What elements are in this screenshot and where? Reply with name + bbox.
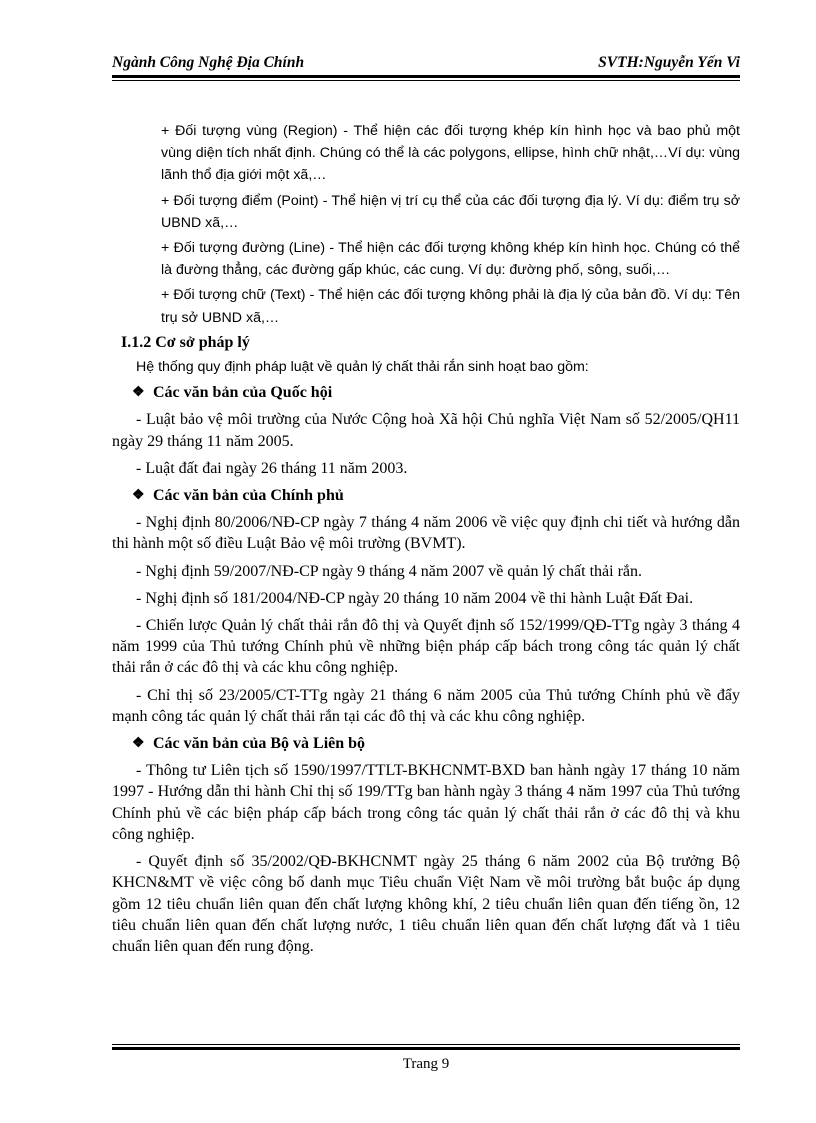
section-heading: I.1.2 Cơ sở pháp lý	[121, 333, 250, 351]
group-heading-label: Các văn bản của Quốc hội	[153, 384, 333, 402]
law-item: - Chiến lược Quản lý chất thải rắn đô thị và Quyết định số 152/1999/QĐ-TTg ngày 3 tháng 4 năm 1999 của Thủ tướng Chính phủ về những biện pháp cấp bách trong công tác quản lý chất thải rắn ở các đô thị và các khu công nghiệp.	[112, 617, 740, 677]
object-item-region: + Đối tượng vùng (Region) - Thể hiện các đối tượng khép kín hình học và bao phủ một vùng diện tích nhất định. Chúng có thể là các polygons, ellipse, hình chữ nhật,…Ví dụ: vùng lãnh thổ địa giới một xã,…	[161, 123, 740, 184]
law-item: - Quyết định số 35/2002/QĐ-BKHCNMT ngày 25 tháng 6 năm 2002 của Bộ trưởng Bộ KHCN&MT về việc công bố danh mục Tiêu chuẩn Việt Nam về môi trường bắt buộc áp dụng gồm 12 tiêu chuẩn liên quan đến chất lượng không khí, 2 tiêu chuẩn liên quan đến tiếng ồn, 12 tiêu chuẩn liên quan đến chất lượng nước, 1 tiêu chuẩn liên quan đến chất lượng đất và 1 tiêu chuẩn liên quan đến rung động.	[112, 853, 740, 955]
law-item: - Nghị định 80/2006/NĐ-CP ngày 7 tháng 4 năm 2006 về việc quy định chi tiết và hướng dẫn thi hành một số điều Luật Bảo vệ môi trường (BVMT).	[112, 514, 740, 553]
header-rule-thin	[112, 80, 740, 81]
header-rule-thick	[112, 75, 740, 78]
group-heading-national-assembly	[112, 382, 740, 403]
object-item-line: + Đối tượng đường (Line) - Thể hiện các đối tượng không khép kín hình học. Chúng có thể là đường thẳng, các đường gấp khúc, các cung. Ví dụ: đường phố, sông, suối,…	[161, 240, 740, 279]
footer-rule-thick	[112, 1047, 740, 1050]
law-item: - Thông tư Liên tịch số 1590/1997/TTLT-BKHCNMT-BXD ban hành ngày 17 tháng 10 năm 1997 - Hướng dẫn thi hành Chỉ thị số 199/TTg ban hành ngày 3 tháng 4 năm 1997 của Thủ tướng Chính phủ về các biện pháp cấp bách trong công tác quản lý chất thải rắn ở các đô thị và khu công nghiệp.	[112, 762, 740, 843]
law-item: - Luật bảo vệ môi trường của Nước Cộng hoà Xã hội Chủ nghĩa Việt Nam số 52/2005/QH11 ngày 29 tháng 11 năm 2005.	[112, 411, 740, 450]
law-item: - Nghị định 59/2007/NĐ-CP ngày 9 tháng 4 năm 2007 về quản lý chất thải rắn.	[136, 562, 642, 580]
law-item: - Chỉ thị số 23/2005/CT-TTg ngày 21 tháng 6 năm 2005 của Thủ tướng Chính phủ về đẩy mạnh công tác quản lý chất thải rắn tại các đô thị và các khu công nghiệp.	[112, 686, 740, 725]
law-item: - Nghị định số 181/2004/NĐ-CP ngày 20 tháng 10 năm 2004 về thi hành Luật Đất Đai.	[136, 589, 694, 607]
diamond-bullet-icon: ❖	[132, 384, 145, 400]
page-number: Trang 9	[402, 1056, 450, 1072]
diamond-bullet-icon: ❖	[132, 487, 145, 503]
header-department: Ngành Công Nghệ Địa Chính	[112, 54, 305, 71]
group-heading-ministries	[112, 733, 740, 754]
page-body	[112, 120, 740, 963]
header-student: SVTH:Nguyễn Yến Vi	[598, 54, 740, 71]
diamond-bullet-icon: ❖	[132, 735, 145, 751]
group-heading-label: Các văn bản của Bộ và Liên bộ	[153, 735, 366, 753]
object-item-text: + Đối tượng chữ (Text) - Thể hiện các đối tượng không phải là địa lý của bản đồ. Ví dụ: Tên trụ sở UBND xã,…	[161, 287, 740, 326]
section-intro: Hệ thống quy định pháp luật về quản lý chất thải rắn sinh hoạt bao gồm:	[136, 359, 589, 376]
group-heading-government	[112, 485, 740, 506]
footer-rule-thin	[112, 1044, 740, 1045]
group-heading-label: Các văn bản của Chính phủ	[153, 487, 344, 505]
object-item-point: + Đối tượng điểm (Point) - Thể hiện vị trí cụ thể của các đối tượng địa lý. Ví dụ: điểm trụ sở UBND xã,…	[161, 192, 740, 231]
law-item: - Luật đất đai ngày 26 tháng 11 năm 2003.	[136, 459, 408, 477]
